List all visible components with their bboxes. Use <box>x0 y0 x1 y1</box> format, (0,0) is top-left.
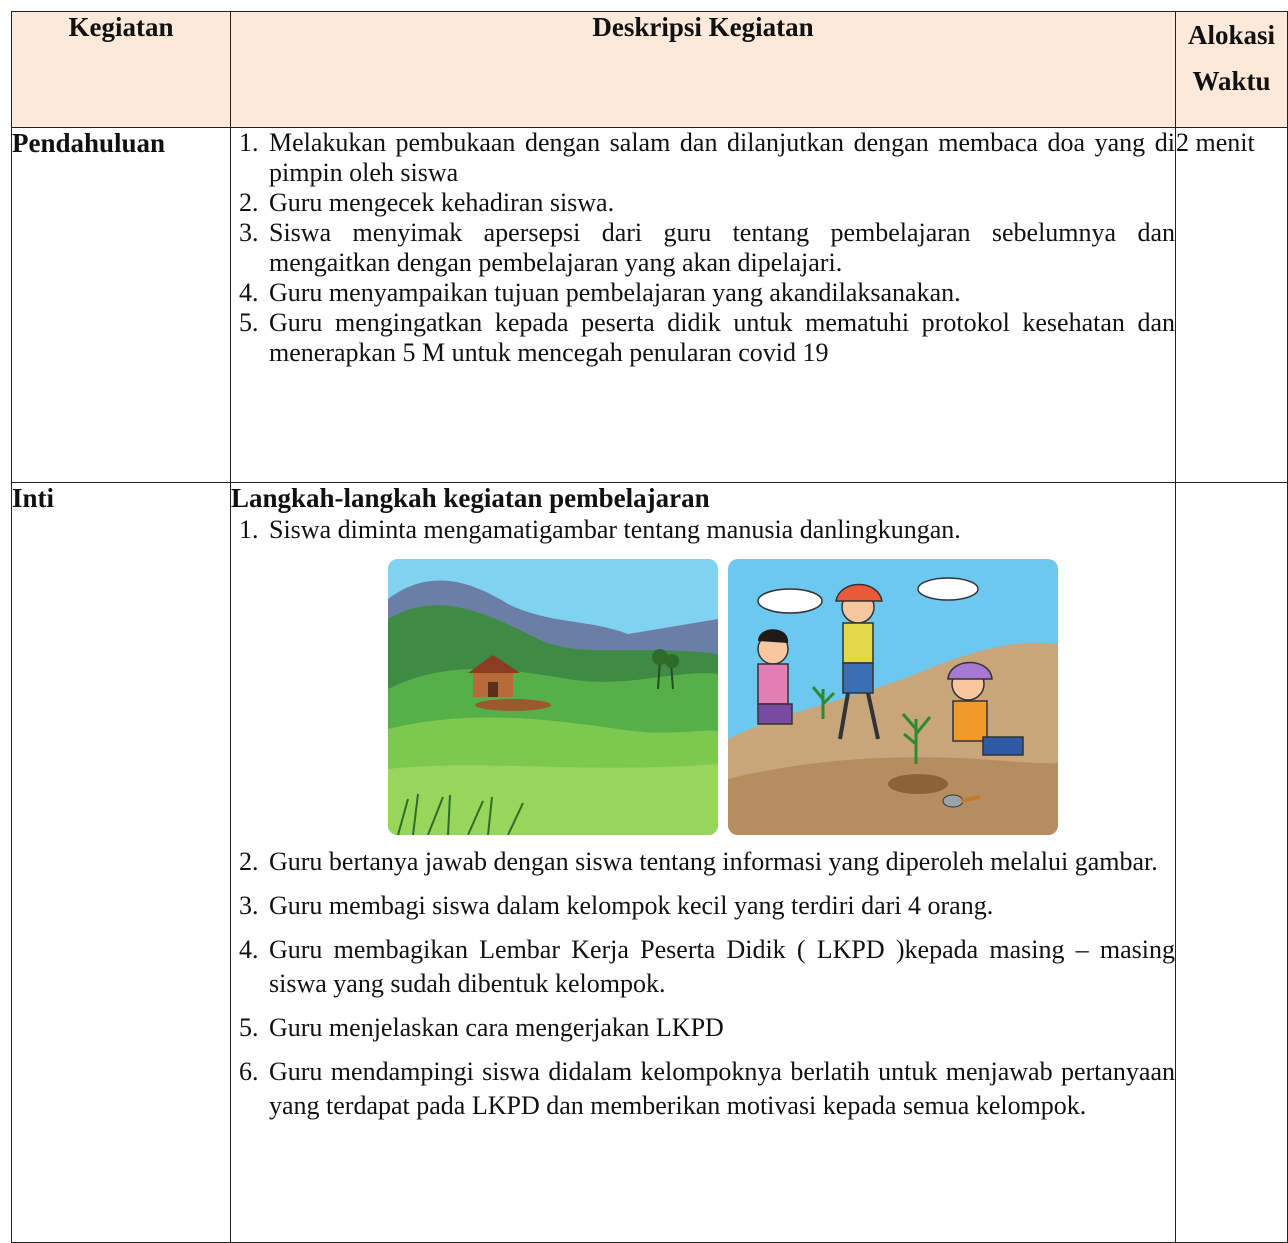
list-item <box>231 513 1175 547</box>
step-text: Guru menyampaikan tujuan pembelajaran yang akandilaksanakan. <box>269 278 961 307</box>
table-row-inti <box>12 483 1288 1243</box>
list-item <box>231 889 1175 923</box>
step-number: 5. <box>239 1013 259 1042</box>
step-text: Guru mengingatkan kepada peserta didik untuk mematuhi protokol kesehatan dan menerapkan 5 M untuk mencegah penularan covid 19 <box>269 308 1175 367</box>
inti-description <box>231 483 1176 1243</box>
step-text: Guru membagi siswa dalam kelompok kecil yang terdiri dari 4 orang. <box>269 891 994 920</box>
step-number: 6. <box>239 1057 259 1086</box>
table-header-row <box>12 12 1288 128</box>
list-item <box>231 128 1175 188</box>
list-item <box>231 278 1175 308</box>
step-text: Guru membagikan Lembar Kerja Peserta Didik ( LKPD )kepada masing – masing siswa yang sudah dibentuk kelompok. <box>269 935 1175 998</box>
inti-time <box>1176 483 1288 1243</box>
list-item <box>231 218 1175 278</box>
pendahuluan-description <box>231 128 1176 483</box>
header-alokasi-line1: Alokasi <box>1187 20 1276 50</box>
step-number: 2. <box>239 847 259 876</box>
inti-label: Inti <box>12 483 231 1243</box>
list-item <box>231 188 1175 218</box>
pendahuluan-steps <box>231 128 1175 368</box>
list-item <box>231 1011 1175 1045</box>
children-planting-illustration <box>728 559 1058 835</box>
step-number: 5. <box>239 308 259 337</box>
step-number: 2. <box>239 188 259 217</box>
header-deskripsi: Deskripsi Kegiatan <box>231 12 1176 128</box>
step-text: Guru bertanya jawab dengan siswa tentang informasi yang diperoleh melalui gambar. <box>269 847 1158 876</box>
step-number: 4. <box>239 278 259 307</box>
step-text: Guru menjelaskan cara mengerjakan LKPD <box>269 1013 724 1042</box>
step-number: 1. <box>239 128 259 157</box>
step-number: 3. <box>239 218 259 247</box>
step-text: Melakukan pembukaan dengan salam dan dilanjutkan dengan membaca doa yang di pimpin oleh siswa <box>269 128 1175 187</box>
header-kegiatan: Kegiatan <box>12 12 231 128</box>
step-number: 4. <box>239 935 259 964</box>
lesson-activity-table <box>11 11 1288 1243</box>
step-text: Guru mendampingi siswa didalam kelompoknya berlatih untuk menjawab pertanyaan yang terdapat pada LKPD dan memberikan motivasi kepada semua kelompok. <box>269 1057 1175 1120</box>
list-item <box>231 1055 1175 1123</box>
step-text: Siswa menyimak apersepsi dari guru tentang pembelajaran sebelumnya dan mengaitkan dengan pembelajaran yang akan dipelajari. <box>269 218 1175 277</box>
pendahuluan-label: Pendahuluan <box>12 128 231 483</box>
header-alokasi-line2: Waktu <box>1192 66 1271 96</box>
list-item <box>231 308 1175 368</box>
header-alokasi <box>1176 12 1288 128</box>
landscape-illustration <box>388 559 718 835</box>
table-row-pendahuluan <box>12 128 1288 483</box>
list-item <box>231 933 1175 1001</box>
illustration-pair <box>388 559 1175 835</box>
step-number: 1. <box>239 515 259 544</box>
list-item <box>231 845 1175 879</box>
inti-steps-continued <box>231 845 1175 1123</box>
inti-title: Langkah-langkah kegiatan pembelajaran <box>231 483 710 513</box>
inti-steps <box>231 513 1175 547</box>
step-text: Siswa diminta mengamatigambar tentang manusia danlingkungan. <box>269 515 961 544</box>
step-number: 3. <box>239 891 259 920</box>
step-text: Guru mengecek kehadiran siswa. <box>269 188 615 217</box>
pendahuluan-time: 2 menit <box>1176 128 1288 483</box>
